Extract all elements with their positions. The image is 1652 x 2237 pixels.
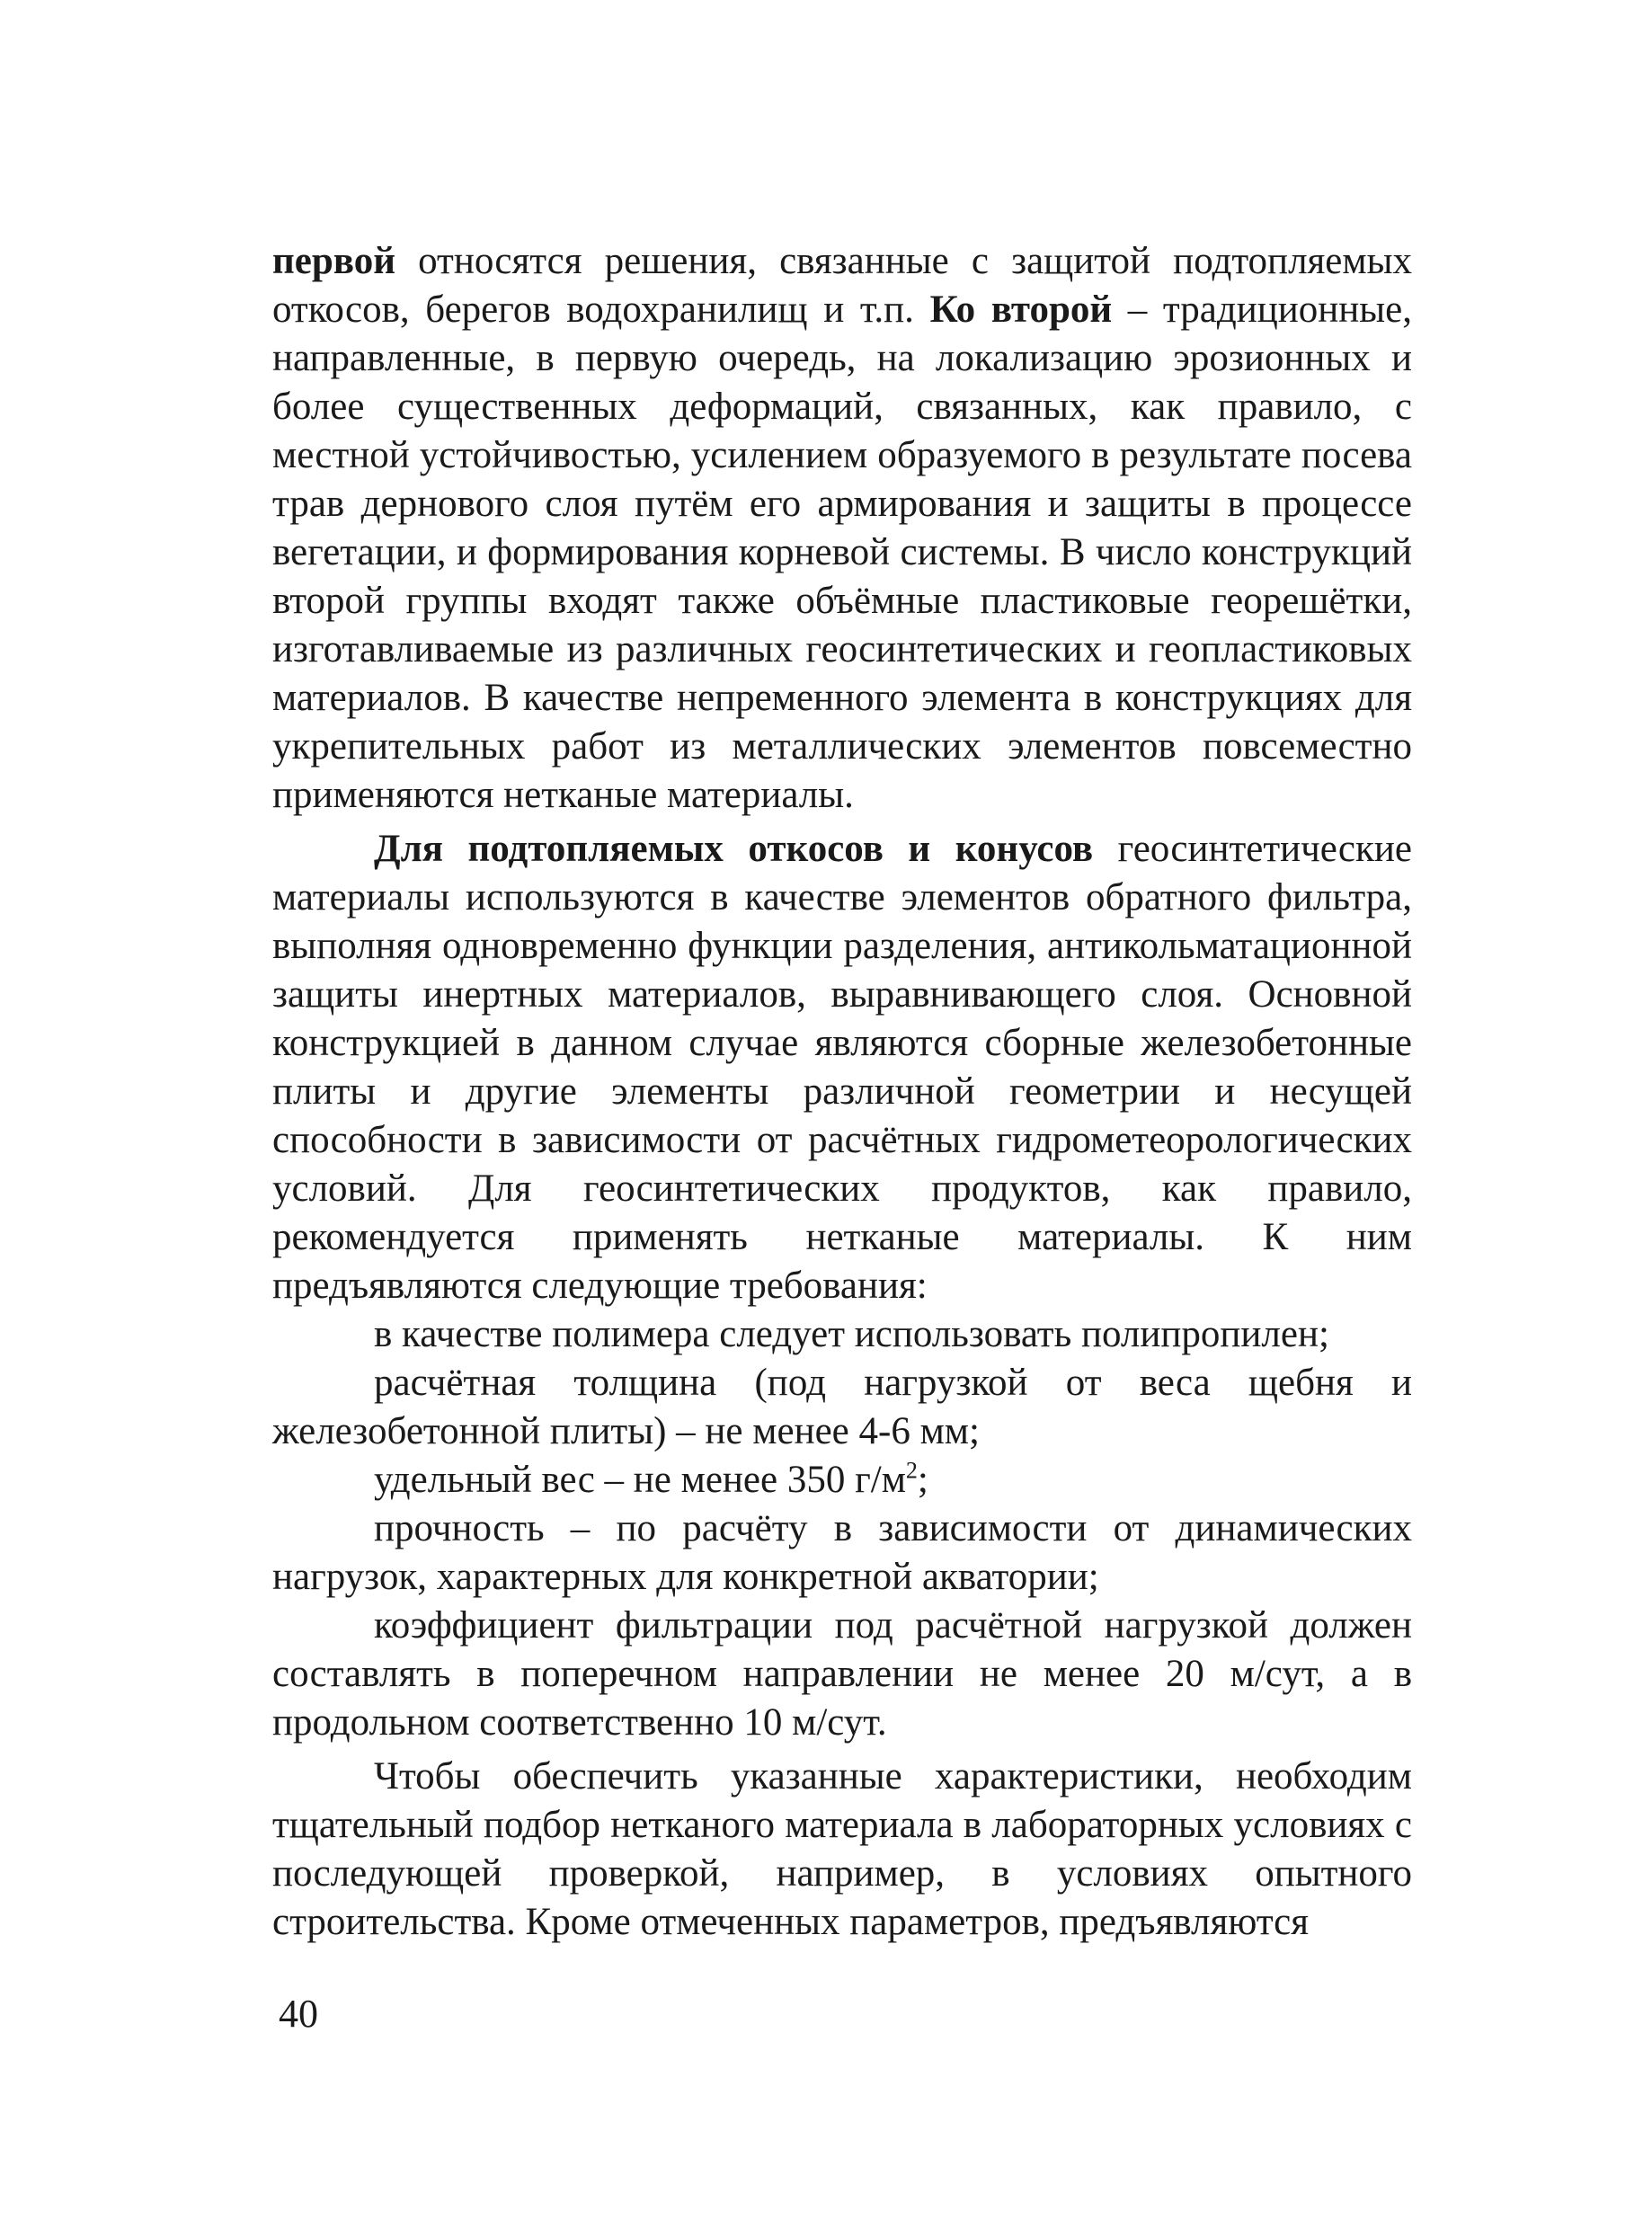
requirement-item: в качестве полимера следует использовать полипропилен;	[374, 1313, 1329, 1355]
requirement-item: коэффициент фильтрации под расчётной нагрузкой должен составлять в поперечном направлении не менее 20 м/сут, а в продольном соответственно 10 м/сут.	[272, 1604, 1412, 1744]
bold-term-slopes: Для подтопляемых откосов и конусов	[374, 828, 1094, 870]
paragraph-text: относятся решения, связанные с защитой подтопляемых откосов, берегов водохранилищ и т.п.	[272, 240, 1412, 331]
body-text	[272, 237, 1412, 1947]
requirement-item	[272, 1456, 1412, 1505]
bold-term-first: первой	[272, 240, 395, 282]
paragraph-slopes	[272, 825, 1412, 1310]
paragraph-groups	[272, 237, 1412, 820]
requirement-weight-tail: ;	[917, 1459, 928, 1501]
requirement-weight-text: удельный вес – не менее 350 г/м	[374, 1459, 906, 1501]
requirement-item: расчётная толщина (под нагрузкой от веса щебня и железобетонной плиты) – не менее 4-6 мм;	[272, 1362, 1412, 1452]
superscript: 2	[905, 1457, 918, 1484]
bold-term-second: Ко второй	[929, 289, 1113, 331]
paragraph-selection: Чтобы обеспечить указанные характеристики, необходим тщательный подбор нетканого материала в лабораторных условиях с последующей проверкой, например, в условиях опытного строительства. Кроме отмеченных параметров, предъявляются	[272, 1755, 1412, 1943]
paragraph-text: геосинтетические материалы используются в качестве элементов обратного фильтра, выполняя одновременно функции разделения, антикольматационной защиты инертных материалов, выравнивающего слоя. Основной конструкцией в данном случае являются сборные железобетонные плиты и другие элементы различной геометрии и несущей способности в зависимости от расчётных гидрометеорологических условий. Для геосинтетических продуктов, как правило, рекомендуется применять нетканые материалы. К ним предъявляются следующие требования:	[272, 828, 1412, 1307]
paragraph-text: – традиционные, направленные, в первую очередь, на локализацию эрозионных и более существенных деформаций, связанных, как правило, с местной устойчивостью, усилением образуемого в результате посева трав дернового слоя путём его армирования и защиты в процессе вегетации, и формирования корневой системы. В число конструкций второй группы входят также объёмные пластиковые георешётки, изготавливаемые из различных геосинтетических и геопластиковых материалов. В качестве непременного элемента в конструкциях для укрепительных работ из металлических элементов повсеместно применяются нетканые материалы.	[272, 289, 1412, 816]
page-number: 40	[279, 1992, 318, 2036]
requirement-item: прочность – по расчёту в зависимости от динамических нагрузок, характерных для конкретной акватории;	[272, 1507, 1412, 1598]
